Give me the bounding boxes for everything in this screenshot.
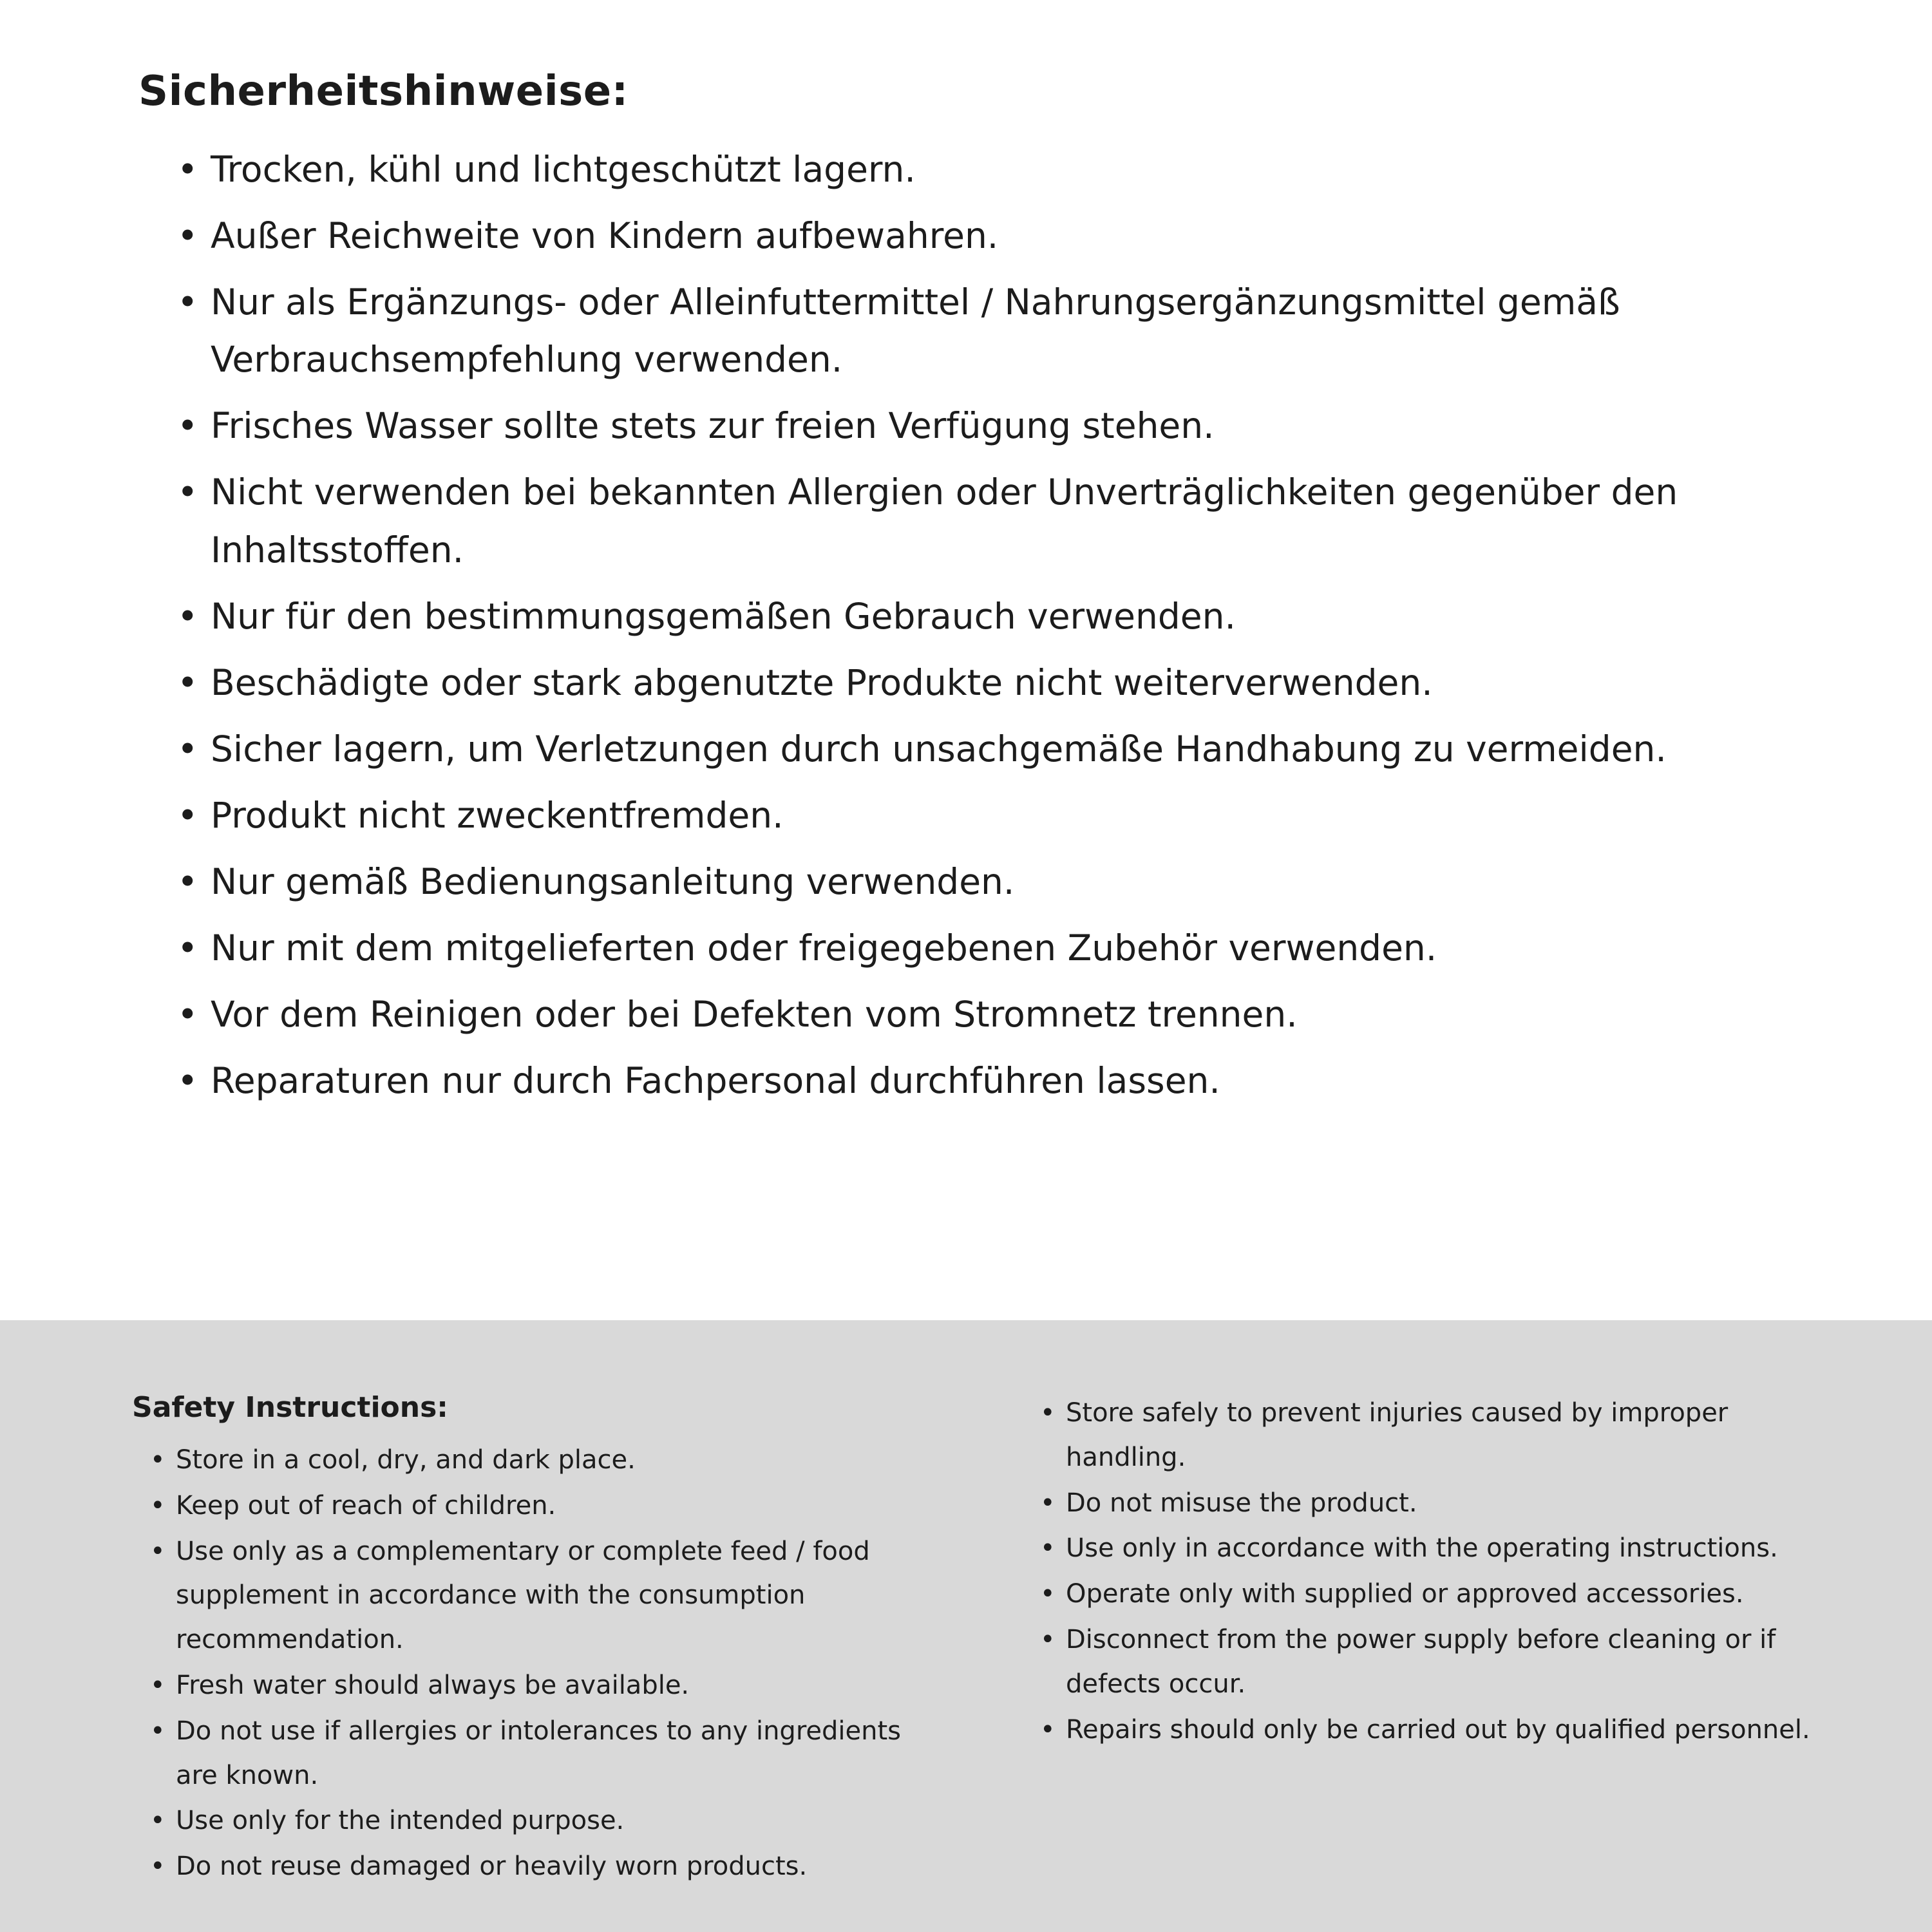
bullet-marker: • [150,1536,166,1566]
list-item-text: Reparaturen nur durch Fachpersonal durchführen lassen. [211,1060,1220,1102]
list-item-text: Fresh water should always be available. [176,1670,690,1700]
list-item-text: Do not use if allergies or intolerances to any ingredients are known. [176,1716,901,1790]
list-item-text: Trocken, kühl und lichtgeschützt lagern. [211,149,916,190]
list-item [177,274,1826,388]
list-item-text: Operate only with supplied or approved accessories. [1066,1579,1744,1609]
list-item-text: Beschädigte oder stark abgenutzte Produkte nicht weiterverwenden. [211,661,1433,703]
list-item [1040,1708,1826,1752]
list-item-text: Vor dem Reinigen oder bei Defekten vom Stromnetz trennen. [211,994,1298,1036]
list-item-text: Store safely to prevent injuries caused by improper handling. [1066,1398,1728,1472]
bullet-marker: • [177,471,198,513]
english-section [0,1320,1932,1932]
list-item-text: Frisches Wasser sollte stets zur freien Verfügung stehen. [211,405,1215,447]
list-item [177,787,1826,844]
bullet-marker: • [177,861,198,903]
list-item [1040,1391,1826,1480]
list-item-text: Use only for the intended purpose. [176,1806,625,1836]
bullet-marker: • [177,994,198,1036]
list-item-text: Nur als Ergänzungs- oder Alleinfuttermittel / Nahrungsergänzungsmittel gemäß Verbrauchsempfehlung verwenden. [211,281,1620,381]
bullet-marker: • [150,1490,166,1520]
list-item [177,986,1826,1043]
list-item [177,853,1826,911]
bullet-marker: • [1040,1579,1056,1609]
bullet-marker: • [1040,1488,1056,1518]
bullet-marker: • [177,927,198,969]
bullet-marker: • [1040,1714,1056,1745]
list-item [150,1438,905,1482]
list-item [177,920,1826,977]
list-item-text: Do not reuse damaged or heavily worn products. [176,1852,808,1882]
bullet-marker: • [177,661,198,703]
english-right-column [1040,1391,1826,1932]
list-item [150,1844,905,1889]
list-item-text: Produkt nicht zweckentfremden. [211,794,784,836]
list-item [150,1709,905,1798]
bullet-marker: • [1040,1533,1056,1564]
list-item [177,464,1826,578]
bullet-marker: • [177,281,198,323]
list-item-text: Nur gemäß Bedienungsanleitung verwenden. [211,861,1015,903]
list-item [1040,1618,1826,1707]
bullet-marker: • [150,1852,166,1882]
list-item [177,1052,1826,1110]
list-item-text: Nur für den bestimmungsgemäßen Gebrauch verwenden. [211,595,1236,637]
bullet-marker: • [1040,1624,1056,1654]
list-item [177,141,1826,198]
bullet-marker: • [177,405,198,447]
bullet-marker: • [177,794,198,836]
list-item [150,1799,905,1843]
list-item [177,721,1826,778]
bullet-marker: • [177,728,198,770]
bullet-marker: • [177,215,198,257]
list-item-text: Nur mit dem mitgelieferten oder freigegebenen Zubehör verwenden. [211,927,1437,969]
german-title: Sicherheitshinweise: [138,68,629,115]
list-item-text: Use only in accordance with the operating instructions. [1066,1533,1778,1564]
list-item [1040,1526,1826,1571]
list-item [177,397,1826,455]
list-item-text: Disconnect from the power supply before cleaning or if defects occur. [1066,1624,1776,1699]
list-item-text: Keep out of reach of children. [176,1490,556,1520]
list-item-text: Store in a cool, dry, and dark place. [176,1445,636,1475]
list-item-text: Do not misuse the product. [1066,1488,1417,1518]
bullet-marker: • [177,149,198,190]
english-left-column [132,1391,905,1932]
bullet-marker: • [150,1716,166,1746]
list-item [177,588,1826,645]
bullet-marker: • [177,595,198,637]
list-item-text: Nicht verwenden bei bekannten Allergien oder Unverträglichkeiten gegenüber den Inhaltsstoffen. [211,471,1678,571]
list-item-text: Sicher lagern, um Verletzungen durch unsachgemäße Handhabung zu vermeiden. [211,728,1667,770]
list-item [177,207,1826,265]
english-safety-list-left [132,1438,905,1889]
english-title: Safety Instructions: [132,1391,448,1424]
list-item-text: Repairs should only be carried out by qualified personnel. [1066,1714,1810,1745]
list-item-text: Außer Reichweite von Kindern aufbewahren. [211,215,999,257]
bullet-marker: • [150,1445,166,1475]
bullet-marker: • [177,1060,198,1102]
german-safety-list [138,141,1826,1110]
list-item [150,1530,905,1662]
list-item [150,1484,905,1528]
bullet-marker: • [1040,1398,1056,1428]
list-item [1040,1481,1826,1526]
english-safety-list-right [1040,1391,1826,1752]
list-item [177,654,1826,712]
list-item [150,1663,905,1708]
bullet-marker: • [150,1670,166,1700]
list-item [1040,1572,1826,1616]
bullet-marker: • [150,1806,166,1836]
list-item-text: Use only as a complementary or complete feed / food supplement in accordance with the consumption recommendation. [176,1536,870,1655]
